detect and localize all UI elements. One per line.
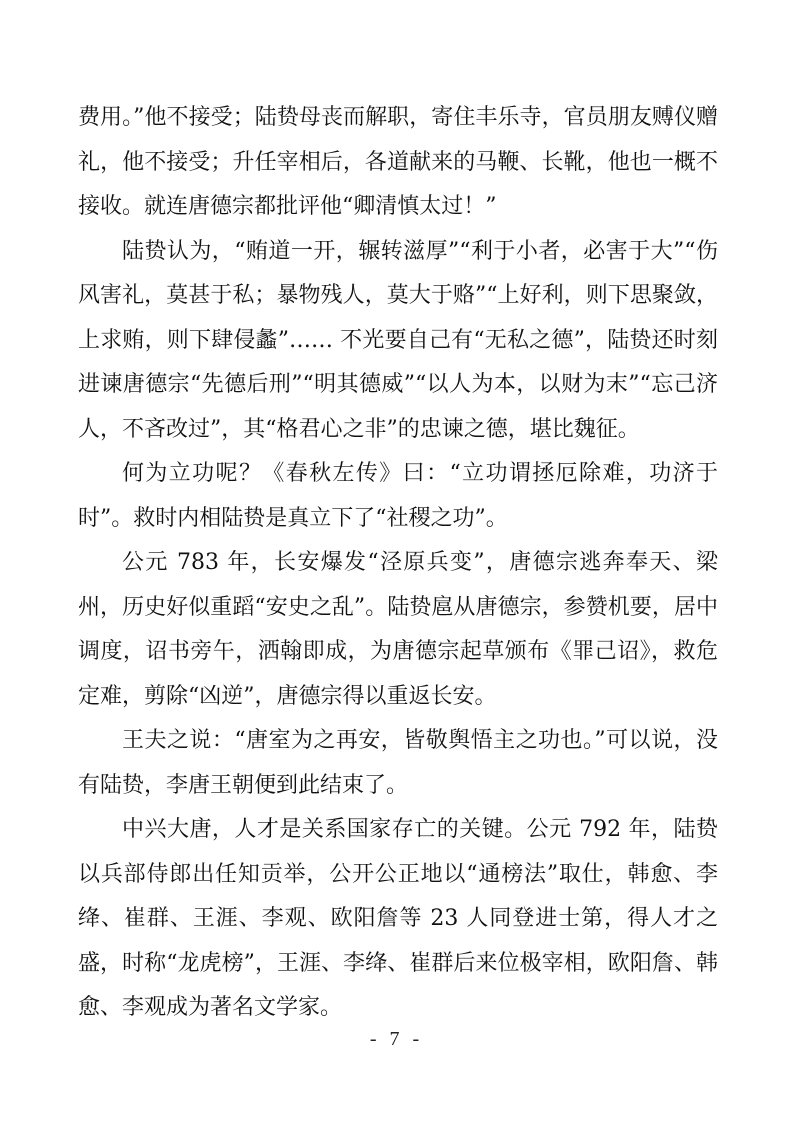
paragraph: 公元 783 年，长安爆发“泾原兵变”，唐德宗逃奔奉天、梁州，历史好似重蹈“安史之乱”。陆贽扈从唐德宗，参赞机要，居中调度，诏书旁午，洒翰即成，为唐德宗起草颁布《罪己诏》，救危定难，剪除“凶逆”，唐德宗得以重返长安。 [78,550,718,709]
paragraph: 中兴大唐，人才是关系国家存亡的关键。公元 792 年，陆贽以兵部侍郎出任知贡举，公开公正地以“通榜法”取仕，韩愈、李绛、崔群、王涯、李观、欧阳詹等 23 人同登进士第，得人才之盛，时称“龙虎榜”，王涯、李绛、崔群后来位极宰相，欧阳詹、韩愈、李观成为著名文学家。 [78,817,718,1020]
paragraph: 何为立功呢？《春秋左传》曰：“立功谓拯厄除难，功济于时”。救时内相陆贽是真立下了“社稷之功”。 [78,461,718,531]
paragraph-continuation: 费用。”他不接受；陆贽母丧而解职，寄住丰乐寺，官员朋友赙仪赠礼，他不接受；升任宰相后，各道献来的马鞭、长靴，他也一概不接收。就连唐德宗都批评他“卿清慎太过！” [78,105,718,219]
page-number: - 7 - [369,1028,424,1050]
paragraph: 陆贽认为，“贿道一开，辗转滋厚”“利于小者，必害于大”“伤风害礼，莫甚于私；暴物残人，莫大于赂”“上好利，则下思聚敛，上求贿，则下肆侵蠡”…… 不光要自己有“无私之德”，陆贽还时刻进谏唐德宗“先德后刑”“明其德威”“以人为本，以财为末”“忘己济人，不吝改过”，其“格君心之非”的忠谏之德，堪比魏征。 [78,238,718,442]
body-text [78,96,718,1031]
paragraph: 王夫之说：“唐室为之再安，皆敬舆悟主之功也。”可以说，没有陆贽，李唐王朝便到此结束了。 [78,728,718,798]
